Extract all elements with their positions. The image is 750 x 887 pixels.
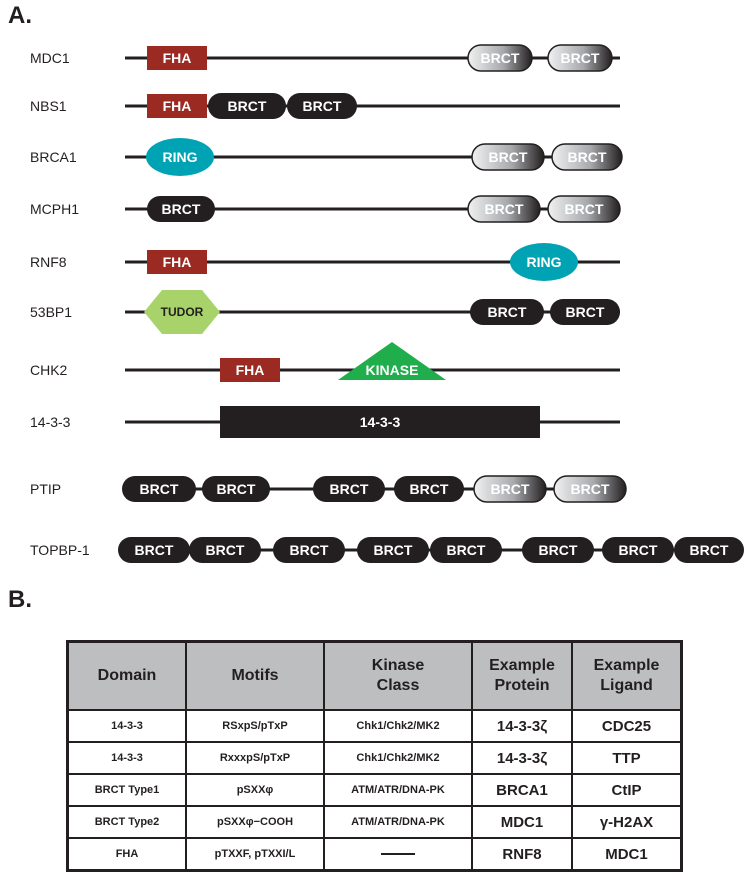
protein-brca1 (30, 138, 622, 176)
cell-domain: 14-3-3 (68, 710, 187, 742)
protein-mcph1 (30, 196, 620, 222)
brct-domain-label: BRCT (205, 542, 245, 558)
brct-domain-label: BRCT (139, 481, 179, 497)
brct-domain-label: BRCT (565, 304, 605, 320)
brct-domain-label: BRCT (409, 481, 449, 497)
header-example-protein (472, 642, 572, 711)
fha-domain-label: FHA (162, 98, 192, 114)
brct-domain-label: BRCT (487, 304, 527, 320)
cell-motif: pSXXφ (186, 774, 324, 806)
brct-domain-label: BRCT (564, 201, 604, 217)
cell-domain: BRCT Type1 (68, 774, 187, 806)
brct-domain-label: BRCT (134, 542, 174, 558)
brct-domain-label: BRCT (161, 201, 201, 217)
cell-ligand: CDC25 (572, 710, 682, 742)
brct-domain-label: BRCT (538, 542, 578, 558)
kinase-domain-label: KINASE (365, 362, 419, 378)
cell-protein: BRCA1 (472, 774, 572, 806)
panel-label-b: B. (8, 586, 32, 613)
protein-name-label: BRCA1 (30, 149, 77, 165)
cell-motif: pSXXφ−COOH (186, 806, 324, 838)
protein-name-label: MDC1 (30, 50, 70, 66)
brct-domain-label: BRCT (570, 481, 610, 497)
table-row (68, 806, 682, 838)
protein-name-label: TOPBP-1 (30, 542, 90, 558)
brct-domain-label: BRCT (488, 149, 528, 165)
brct-domain-label: BRCT (484, 201, 524, 217)
cell-kinase: Chk1/Chk2/MK2 (324, 710, 472, 742)
header-domain (68, 642, 187, 711)
table-header-row (68, 642, 682, 711)
ring-domain-label: RING (162, 149, 198, 165)
protein-14-3-3 (30, 406, 620, 438)
cell-motif: RxxxpS/pTxP (186, 742, 324, 774)
header-ligand-text-1: Example (593, 657, 660, 674)
header-kinase-class (324, 642, 472, 711)
protein-chk2 (30, 342, 620, 382)
header-protein-text-1: Example (489, 657, 555, 674)
cell-protein: 14-3-3ζ (472, 742, 572, 774)
protein-name-label: NBS1 (30, 98, 67, 114)
protein-nbs1 (30, 93, 620, 119)
brct-domain-label: BRCT (289, 542, 329, 558)
brct-domain-label: BRCT (216, 481, 256, 497)
table-row (68, 742, 682, 774)
none-dash (381, 853, 415, 855)
protein-name-label: 53BP1 (30, 304, 73, 320)
table-row (68, 838, 682, 871)
protein-name-label: MCPH1 (30, 201, 80, 217)
cell-protein: MDC1 (472, 806, 572, 838)
cell-ligand: MDC1 (572, 838, 682, 871)
cell-ligand: γ-H2AX (572, 806, 682, 838)
brct-domain-label: BRCT (227, 98, 267, 114)
header-ligand-text-2: Ligand (600, 677, 653, 694)
block-1433-label: 14-3-3 (359, 414, 401, 430)
cell-kinase: ATM/ATR/DNA-PK (324, 774, 472, 806)
tudor-domain-label: TUDOR (160, 305, 204, 319)
brct-domain-label: BRCT (490, 481, 530, 497)
protein-name-label: CHK2 (30, 362, 68, 378)
brct-domain-label: BRCT (567, 149, 607, 165)
cell-domain: 14-3-3 (68, 742, 187, 774)
cell-ligand: CtIP (572, 774, 682, 806)
cell-protein: 14-3-3ζ (472, 710, 572, 742)
header-kinase-text-2: Class (376, 677, 420, 694)
protein-name-label: RNF8 (30, 254, 67, 270)
brct-domain-label: BRCT (618, 542, 658, 558)
protein-ptip (30, 476, 626, 502)
header-kinase-text-1: Kinase (371, 657, 425, 674)
cell-protein: RNF8 (472, 838, 572, 871)
fha-domain-label: FHA (162, 254, 192, 270)
protein-topbp-1 (30, 537, 744, 563)
brct-domain-label: BRCT (560, 50, 600, 66)
cell-domain: FHA (68, 838, 187, 871)
protein-53bp1 (30, 290, 620, 334)
header-motifs (186, 642, 324, 711)
cell-domain: BRCT Type2 (68, 806, 187, 838)
motif-table (66, 640, 683, 872)
protein-name-label: PTIP (30, 481, 62, 497)
brct-domain-label: BRCT (480, 50, 520, 66)
protein-name-label: 14-3-3 (30, 414, 71, 430)
domain-motif-table (66, 640, 683, 872)
protein-rnf8 (30, 243, 620, 281)
fha-domain-label: FHA (235, 362, 265, 378)
cell-ligand: TTP (572, 742, 682, 774)
ring-domain-label: RING (526, 254, 562, 270)
fha-domain-label: FHA (162, 50, 192, 66)
header-example-ligand (572, 642, 682, 711)
brct-domain-label: BRCT (689, 542, 729, 558)
protein-mdc1 (30, 45, 620, 71)
table-row (68, 774, 682, 806)
cell-motif: pTXXF, pTXXI/L (186, 838, 324, 871)
cell-motif: RSxpS/pTxP (186, 710, 324, 742)
brct-domain-label: BRCT (302, 98, 342, 114)
cell-kinase: ATM/ATR/DNA-PK (324, 806, 472, 838)
brct-domain-label: BRCT (446, 542, 486, 558)
brct-domain-label: BRCT (373, 542, 413, 558)
cell-kinase: Chk1/Chk2/MK2 (324, 742, 472, 774)
header-motifs-text: Motifs (231, 667, 279, 684)
cell-kinase (324, 838, 472, 871)
panel-label-a: A. (8, 2, 32, 29)
header-protein-text-2: Protein (494, 677, 550, 694)
brct-domain-label: BRCT (329, 481, 369, 497)
header-domain-text: Domain (97, 667, 157, 684)
table-row (68, 710, 682, 742)
